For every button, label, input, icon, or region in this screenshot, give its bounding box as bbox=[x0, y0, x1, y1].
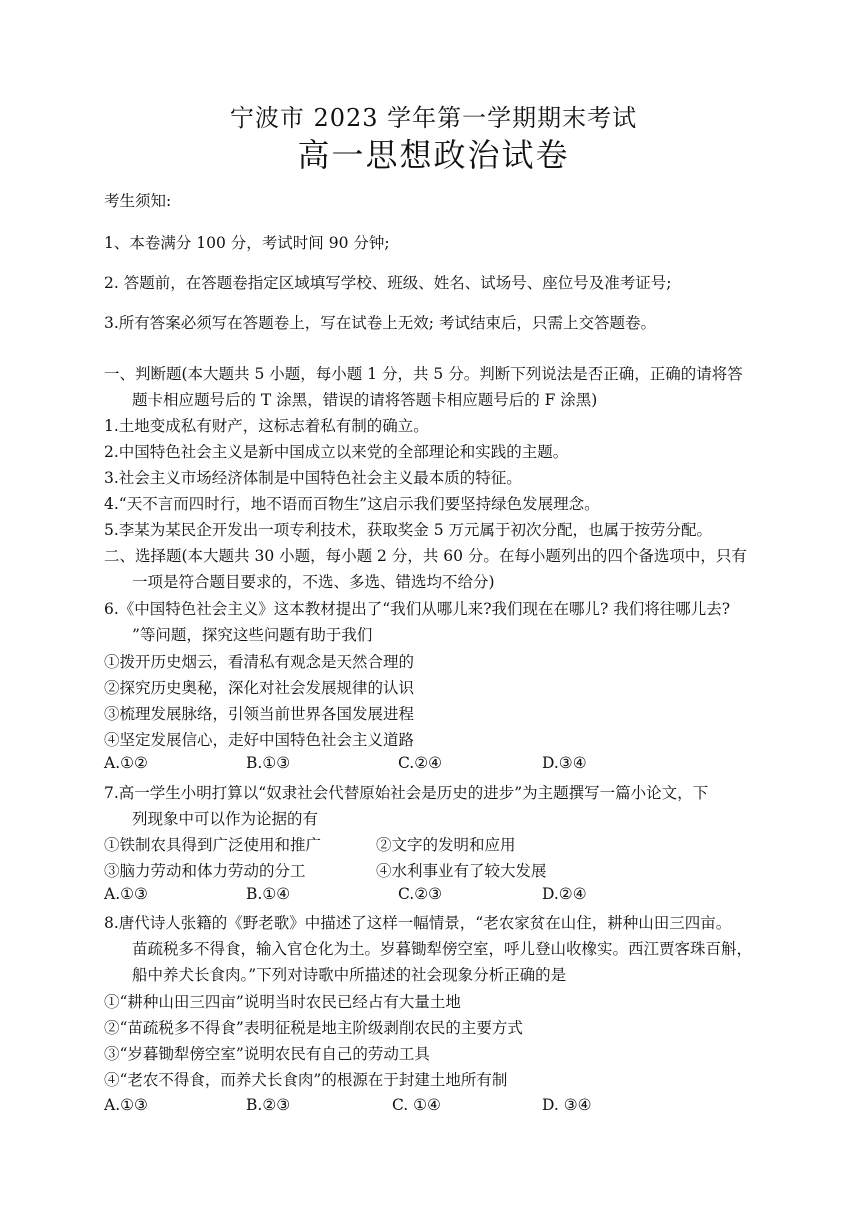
exam-title-line1: 宁波市 2023 学年第一学期期末考试 bbox=[229, 104, 638, 132]
judge-item: 2.中国特色社会主义是新中国成立以来党的全部理论和实践的主题。 bbox=[104, 443, 569, 461]
section1-heading: 一、判断题(本大题共 5 小题，每小题 1 分，共 5 分。判断下列说法是否正确，正确的请将答 bbox=[104, 365, 743, 383]
notice-item: 2. 答题前，在答题卷指定区域填写学校、班级、姓名、试场号、座位号及准考证号; bbox=[104, 274, 672, 292]
q8-stem-cont: 苗疏税多不得食，输入官仓化为土。岁暮锄犁傍空室，呼儿登山收橡实。西江贾客珠百斛， bbox=[132, 940, 753, 958]
q6-option-c: C.②④ bbox=[398, 754, 443, 772]
judge-item: 5.李某为某民企开发出一项专利技术，获取奖金 5 万元属于初次分配，也属于按劳分配。 bbox=[104, 521, 713, 539]
judge-item: 1.土地变成私有财产，这标志着私有制的确立。 bbox=[104, 417, 429, 435]
q6-statement: ④坚定发展信心，走好中国特色社会主义道路 bbox=[104, 731, 415, 749]
q7-statement: ④水利事业有了较大发展 bbox=[376, 862, 547, 880]
q7-stem-cont: 列现象中可以作为论据的有 bbox=[132, 810, 319, 828]
q8-option-d: D. ③④ bbox=[542, 1096, 592, 1114]
section2-heading-cont: 一项是符合题目要求的，不选、多选、错选均不给分) bbox=[132, 573, 495, 591]
exam-title-line2: 高一思想政治试卷 bbox=[297, 136, 570, 174]
notice-heading: 考生须知: bbox=[104, 192, 172, 210]
section2-heading: 二、选择题(本大题共 30 小题，每小题 2 分，共 60 分。在每小题列出的四个备选项中，只有 bbox=[104, 547, 747, 565]
q6-option-d: D.③④ bbox=[542, 754, 587, 772]
judge-item: 3.社会主义市场经济体制是中国特色社会主义最本质的特征。 bbox=[104, 469, 522, 487]
notice-item: 1、本卷满分 100 分，考试时间 90 分钟; bbox=[104, 234, 390, 252]
q8-statement: ④“老农不得食，而养犬长食肉”的根源在于封建土地所有制 bbox=[104, 1071, 508, 1089]
q8-option-a: A.①③ bbox=[104, 1096, 148, 1114]
q7-statement: ①铁制农具得到广泛使用和推广 bbox=[104, 836, 322, 854]
q6-statement: ①拨开历史烟云，看清私有观念是天然合理的 bbox=[104, 653, 415, 671]
q8-statement: ①“耕种山田三四亩”说明当时农民已经占有大量土地 bbox=[104, 993, 461, 1011]
q7-option-b: B.①④ bbox=[246, 885, 291, 903]
q7-option-a: A.①③ bbox=[104, 885, 148, 903]
q6-option-b: B.①③ bbox=[246, 754, 291, 772]
q6-statement: ②探究历史奥秘，深化对社会发展规律的认识 bbox=[104, 679, 415, 697]
q8-option-c: C. ①④ bbox=[392, 1096, 441, 1114]
q6-stem: 6.《中国特色社会主义》这本教材提出了“我们从哪儿来?我们现在在哪儿? 我们将往哪儿去? bbox=[104, 600, 731, 618]
q6-statement: ③梳理发展脉络，引领当前世界各国发展进程 bbox=[104, 705, 415, 723]
judge-item: 4.“天不言而四时行，地不语而百物生”这启示我们要坚持绿色发展理念。 bbox=[104, 495, 600, 513]
q8-statement: ③“岁暮锄犁傍空室”说明农民有自己的劳动工具 bbox=[104, 1045, 430, 1063]
q7-option-d: D.②④ bbox=[542, 885, 587, 903]
notice-item: 3.所有答案必须写在答题卷上，写在试卷上无效; 考试结束后，只需上交答题卷。 bbox=[104, 314, 656, 332]
q8-option-b: B.②③ bbox=[246, 1096, 291, 1114]
q8-stem-cont: 船中养犬长食肉。”下列对诗歌中所描述的社会现象分析正确的是 bbox=[132, 966, 567, 984]
q8-statement: ②“苗疏税多不得食”表明征税是地主阶级剥削农民的主要方式 bbox=[104, 1019, 523, 1037]
q7-option-c: C.②③ bbox=[398, 885, 443, 903]
q8-stem: 8.唐代诗人张籍的《野老歌》中描述了这样一幅情景，“老农家贫在山住，耕种山田三四亩。 bbox=[104, 914, 732, 932]
q7-statement: ③脑力劳动和体力劳动的分工 bbox=[104, 862, 306, 880]
section1-heading-cont: 题卡相应题号后的 T 涂黑，错误的请将答题卡相应题号后的 F 涂黑) bbox=[132, 391, 598, 409]
q6-option-a: A.①② bbox=[104, 754, 148, 772]
q6-stem-cont: ”等问题，探究这些问题有助于我们 bbox=[132, 626, 373, 644]
q7-stem: 7.高一学生小明打算以“奴隶社会代替原始社会是历史的进步”为主题撰写一篇小论文，下 bbox=[104, 784, 709, 802]
q7-statement: ②文字的发明和应用 bbox=[376, 836, 516, 854]
